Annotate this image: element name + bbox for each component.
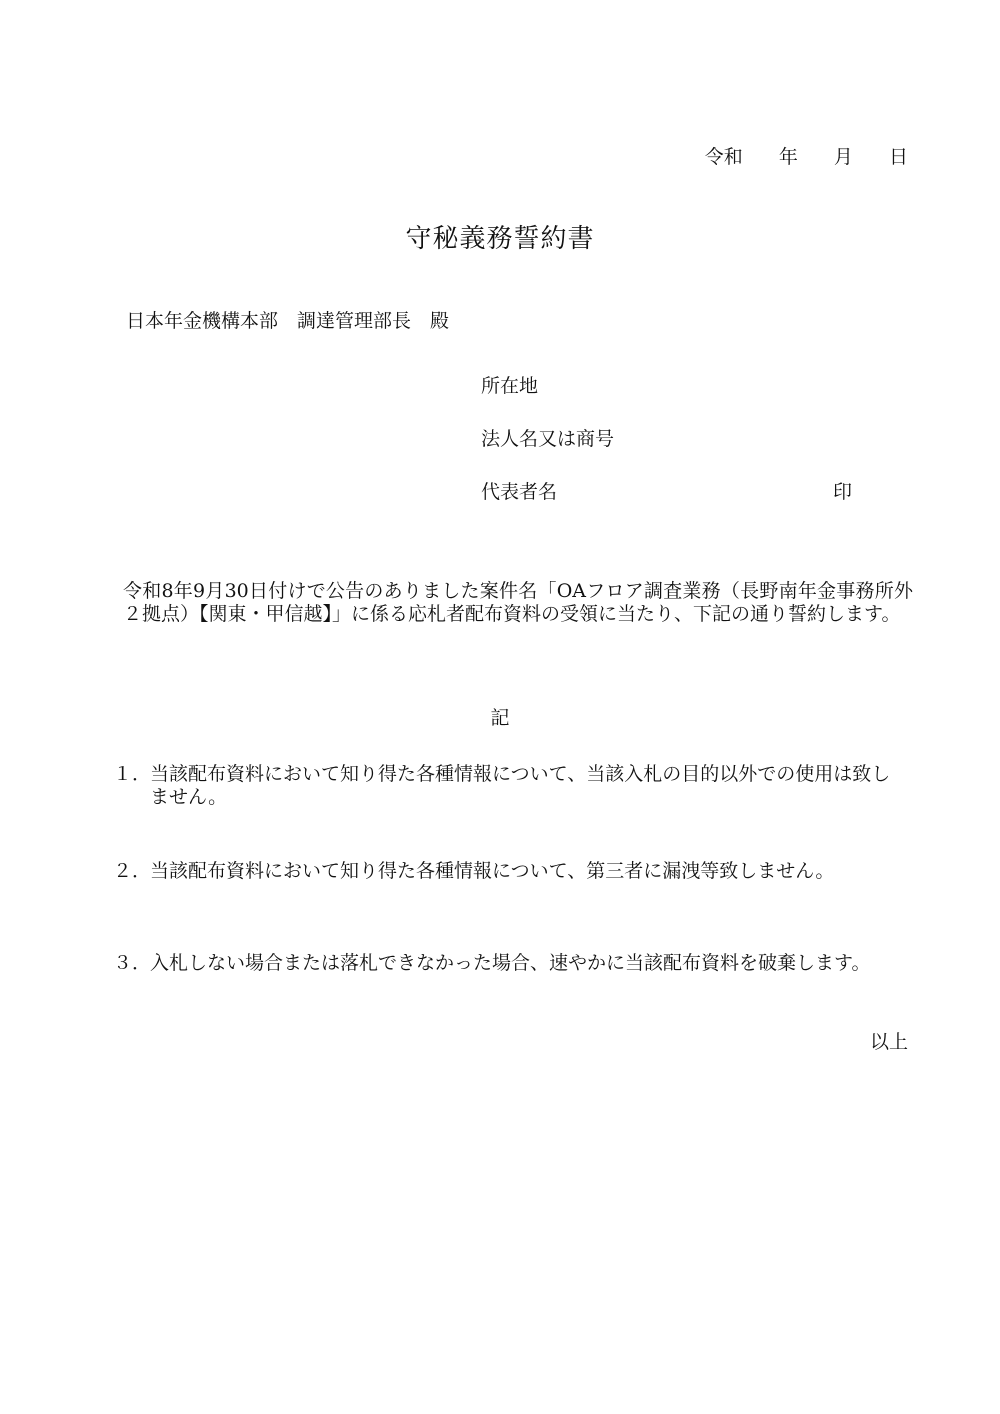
- seal-label: 印: [833, 481, 853, 503]
- date-line: [705, 142, 908, 169]
- list-item-text: 入札しない場合または落札できなかった場合、速やかに当該配布資料を破棄します。: [150, 952, 871, 974]
- date-day-unit: 日: [888, 146, 908, 168]
- intro-paragraph: 令和8年9月30日付けで公告のありました案件名「OAフロア調査業務（長野南年金事務所外２拠点）【関東・甲信越】」に係る応札者配布資料の受領に当たり、下記の通り誓約します。: [123, 580, 913, 625]
- list-item-text: 当該配布資料において知り得た各種情報について、当該入札の目的以外での使用は致しません。: [150, 763, 891, 808]
- representative-label: 代表者名: [481, 481, 558, 503]
- list-item: [113, 952, 903, 975]
- document-title: 守秘義務誓約書: [405, 224, 595, 254]
- list-item-text: 当該配布資料において知り得た各種情報について、第三者に漏洩等致しません。: [150, 860, 835, 882]
- addressee: 日本年金機構本部 調達管理部長 殿: [126, 310, 450, 332]
- date-month-unit: 月: [833, 146, 853, 168]
- date-era: 令和: [704, 146, 743, 168]
- address-label: 所在地: [481, 375, 539, 397]
- ki-heading: 記: [490, 707, 510, 729]
- list-item-number: ３．: [113, 952, 152, 974]
- list-item-number: １．: [113, 763, 152, 785]
- list-item: [113, 860, 903, 883]
- date-year-unit: 年: [778, 146, 798, 168]
- list-item: [113, 763, 903, 809]
- closing-text: 以上: [869, 1031, 908, 1053]
- list-item-number: ２．: [113, 860, 152, 882]
- corporation-label: 法人名又は商号: [481, 428, 615, 450]
